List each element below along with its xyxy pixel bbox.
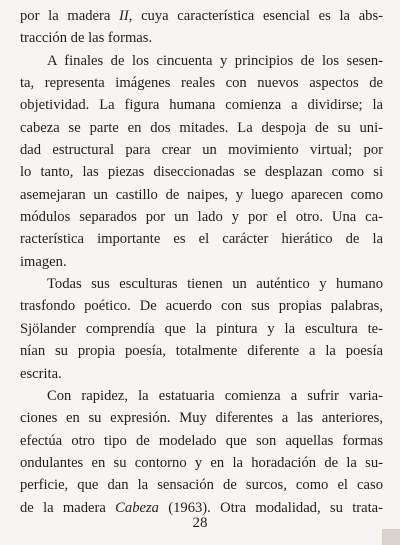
text-line: trasfondo poético. De acuerdo con sus propias palabras, (20, 298, 383, 315)
text-line: escrita. (20, 365, 62, 382)
text-line: efectúa otro tipo de modelado que son aquellas formas (20, 432, 383, 449)
text-line: Sjölander comprendía que la pintura y la escultura te- (20, 320, 383, 337)
text-line: perficie, que dan la sensación de surcos, como el caso (20, 477, 383, 494)
page-number: 28 (192, 515, 208, 531)
text-line: racterística importante es el carácter hierático de la (20, 231, 383, 248)
text-line: tracción de las formas. (20, 30, 153, 47)
text-line: cabeza se parte en dos mitades. La despoja de su uni- (20, 119, 383, 136)
text-line: módulos separados por un lado y por el otro. Una ca- (20, 209, 383, 226)
text-line: objetividad. La figura humana comienza a dividirse; la (20, 97, 383, 114)
text-line: asemejaran un castillo de naipes, y luego aparecen como (20, 186, 383, 203)
text-line: dad estructural para crear un movimiento virtual; por (20, 142, 383, 159)
text-line: de la madera Cabeza (1963). Otra modalidad, su trata- (20, 499, 383, 516)
text-line: ciones en su expresión. Muy diferentes a las anteriores, (20, 410, 383, 427)
text-line: Todas sus esculturas tienen un auténtico y humano (47, 276, 383, 293)
body-text (20, 5, 383, 519)
text-line: nían su propia poesía, totalmente diferente a la poesía (20, 343, 383, 360)
text-line: imagen. (20, 253, 67, 270)
scan-corner-mark (382, 529, 400, 545)
text-line: por la madera II, cuya característica esencial es la abs- (20, 8, 384, 24)
text-line: ondulantes en su contorno y en la horadación de la su- (20, 454, 383, 471)
text-line: lo tanto, las piezas diseccionadas se desplazan como si (20, 164, 383, 181)
text-line: A finales de los cincuenta y principios de los sesen- (47, 52, 383, 69)
text-line: ta, representa imágenes reales con nuevos aspectos de (20, 75, 383, 92)
text-line: Con rapidez, la estatuaria comienza a sufrir varia- (47, 387, 383, 404)
